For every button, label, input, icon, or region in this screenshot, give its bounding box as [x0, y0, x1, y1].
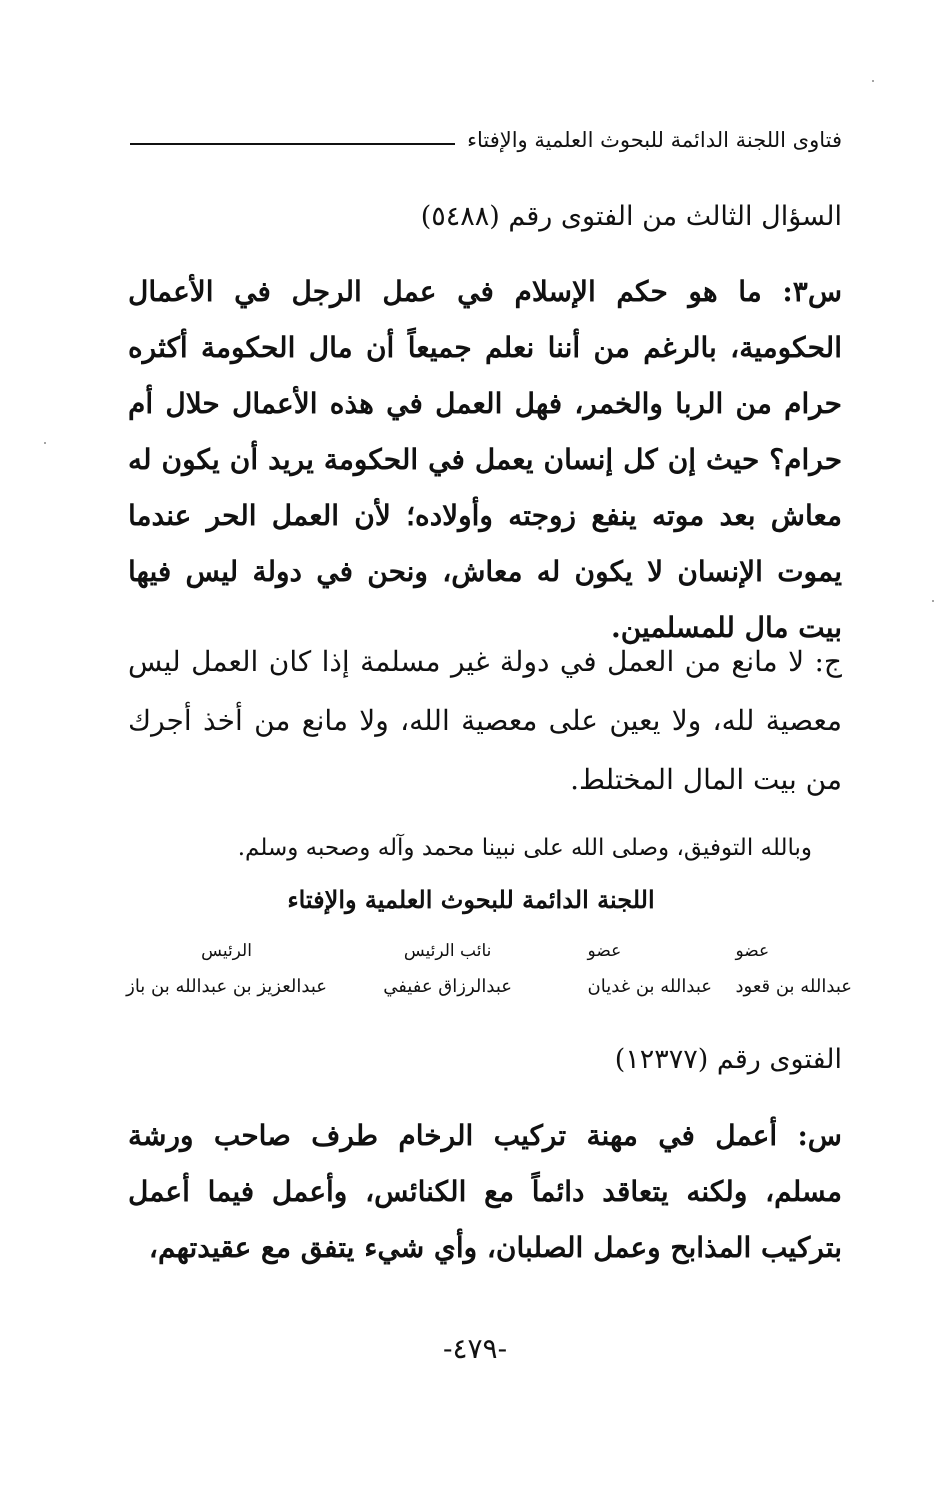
scan-speck — [44, 442, 46, 444]
question-text: س: أعمل في مهنة تركيب الرخام طرف صاحب ورشة مسلم، ولكنه يتعاقد دائماً مع الكنائس، وأعمل فيما أعمل بتركيب المذابح وعمل الصلبان، وأي شيء يتفق مع عقيدتهم، — [128, 1119, 842, 1264]
running-header — [130, 120, 842, 160]
signatory-role: عضو — [587, 941, 622, 961]
closing-text: وبالله التوفيق، وصلى الله على نبينا محمد وآله وصحبه وسلم. — [237, 835, 812, 861]
page-number: -٤٧٩- — [442, 1332, 508, 1365]
committee-name: اللجنة الدائمة للبحوث العلمية والإفتاء — [287, 885, 655, 914]
signatory-name: عبدالرزاق عفيفي — [383, 976, 512, 997]
signatory-name: عبدالله بن غديان — [587, 976, 712, 997]
signatory-vice-president — [383, 938, 512, 1002]
fatwa-heading: السؤال الثالث من الفتوى رقم (٥٤٨٨) — [420, 201, 842, 232]
signatory-member-2 — [588, 938, 712, 1002]
scan-speck — [932, 600, 934, 602]
signatory-role: عضو — [735, 941, 770, 961]
header-rule — [130, 143, 455, 145]
signatory-name: عبدالله بن قعود — [735, 976, 852, 997]
signatory-name: عبدالعزيز بن عبدالله بن باز — [126, 976, 327, 997]
fatwa-heading: الفتوى رقم (١٢٣٧٧) — [614, 1044, 842, 1075]
running-header-title: فتاوى اللجنة الدائمة للبحوث العلمية والإفتاء — [467, 128, 842, 152]
signatory-role: نائب الرئيس — [403, 941, 492, 961]
question-text: س٣: ما هو حكم الإسلام في عمل الرجل في الأعمال الحكومية، بالرغم من أننا نعلم جميعاً أن مال الحكومة أكثره حرام من الربا والخمر، فهل العمل في هذه الأعمال حلال أم حرام؟ حيث إن كل إنسان يعمل في الحكومة يريد أن يكون له معاش بعد موته ينفع زوجته وأولاده؛ لأن العمل الحر عندما يموت الإنسان لا يكون له معاش، ونحن في دولة ليس فيها بيت مال للمسلمين. — [128, 275, 843, 644]
answer-text: ج: لا مانع من العمل في دولة غير مسلمة إذا كان العمل ليس معصية لله، ولا يعين على معصية الله، ولا مانع من أخذ أجرك من بيت المال المختلط. — [128, 645, 842, 796]
signatories — [95, 938, 852, 1018]
signatory-president — [126, 938, 327, 1002]
signatory-member-1 — [736, 938, 852, 1002]
scan-speck — [872, 80, 874, 82]
signatory-role: الرئيس — [201, 941, 252, 961]
